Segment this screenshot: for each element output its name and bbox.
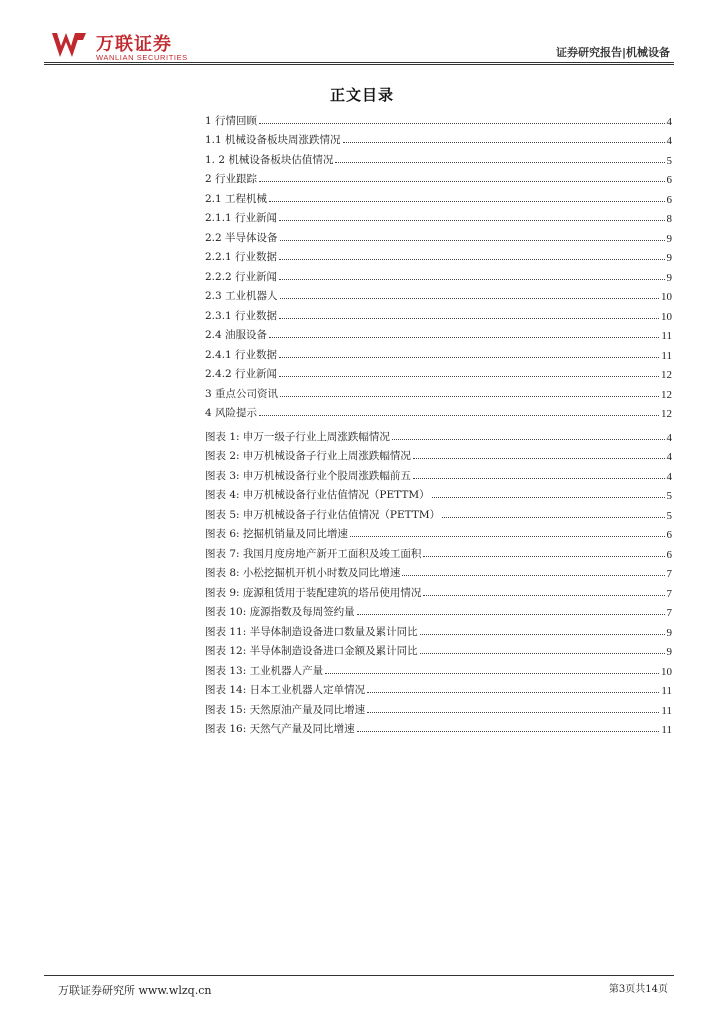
dot-leader bbox=[357, 614, 665, 615]
toc-entry-page: 6 bbox=[666, 174, 672, 186]
figure-entry-label: 图表 3: 申万机械设备行业个股周涨跌幅前五 bbox=[205, 469, 411, 482]
dot-leader bbox=[350, 536, 665, 537]
toc-entry[interactable] bbox=[205, 342, 672, 362]
wanlian-logo-icon bbox=[50, 30, 90, 60]
dot-leader bbox=[420, 634, 665, 635]
dot-leader bbox=[357, 731, 660, 732]
toc-entry-page: 9 bbox=[666, 232, 672, 245]
toc-entry[interactable] bbox=[205, 167, 672, 187]
figure-entry[interactable] bbox=[205, 639, 672, 659]
figure-entry-label: 图表 16: 天然气产量及同比增速 bbox=[205, 723, 355, 735]
dot-leader bbox=[325, 673, 659, 674]
dot-leader bbox=[279, 279, 664, 280]
figure-entry-label: 图表 12: 半导体制造设备进口金额及累计同比 bbox=[205, 645, 418, 657]
figure-entry-page: 10 bbox=[661, 665, 672, 678]
figure-entry-label: 图表 15: 天然原油产量及同比增速 bbox=[205, 703, 366, 716]
dot-leader bbox=[442, 517, 664, 518]
figure-entry[interactable] bbox=[205, 678, 672, 698]
toc-entry-page: 9 bbox=[666, 271, 672, 284]
toc-entry[interactable] bbox=[205, 401, 672, 421]
dot-leader bbox=[402, 575, 664, 576]
figure-entry-label: 图表 7: 我国月度房地产新开工面积及竣工面积 bbox=[205, 547, 422, 560]
figure-entry[interactable] bbox=[205, 658, 672, 678]
toc-entry[interactable] bbox=[205, 206, 672, 226]
figure-entry-label: 图表 11: 半导体制造设备进口数量及累计同比 bbox=[205, 625, 418, 638]
figure-entry-page: 9 bbox=[666, 626, 672, 639]
figure-entry-page: 11 bbox=[661, 685, 672, 697]
dot-leader bbox=[420, 653, 665, 654]
toc-entry-label: 2.4.2 行业新闻 bbox=[205, 368, 278, 380]
toc-entry-page: 8 bbox=[666, 213, 672, 225]
toc-list bbox=[205, 108, 672, 420]
page-title: 正文目录 bbox=[329, 86, 394, 104]
toc-entry-label: 2.2.1 行业数据 bbox=[205, 251, 278, 263]
footer-source: 万联证券研究所 www.wlzq.cn bbox=[58, 984, 212, 997]
figure-entry-label: 图表 6: 挖掘机销量及同比增速 bbox=[205, 528, 348, 540]
toc-entry[interactable] bbox=[205, 225, 672, 245]
figure-entry-label: 图表 14: 日本工业机器人定单情况 bbox=[205, 684, 366, 696]
dot-leader bbox=[335, 162, 664, 163]
toc-entry-label: 2.2 半导体设备 bbox=[205, 231, 278, 244]
figure-entry-page: 11 bbox=[661, 704, 672, 717]
figure-entry[interactable] bbox=[205, 463, 672, 483]
toc-entry-label: 1. 2 机械设备板块估值情况 bbox=[205, 153, 334, 166]
toc-entry-page: 11 bbox=[661, 330, 672, 342]
toc-entry-page: 4 bbox=[666, 135, 672, 147]
toc-entry-page: 11 bbox=[661, 349, 672, 362]
report-type: 证券研究报告|机械设备 bbox=[555, 46, 670, 59]
figure-entry-label: 图表 10: 庞源指数及每周签约量 bbox=[205, 606, 355, 618]
figure-entry-label: 图表 9: 庞源租赁用于装配建筑的塔吊使用情况 bbox=[205, 586, 422, 599]
figure-entry-page: 5 bbox=[666, 490, 672, 502]
toc-entry-label: 2.4 油服设备 bbox=[205, 329, 268, 341]
dot-leader bbox=[259, 415, 659, 416]
toc-entry-label: 4 风险提示 bbox=[205, 407, 258, 419]
dot-leader bbox=[432, 497, 665, 498]
figure-entry[interactable] bbox=[205, 541, 672, 561]
figure-entry-label: 图表 5: 申万机械设备子行业估值情况（PETTM） bbox=[205, 508, 441, 521]
toc-entry[interactable] bbox=[205, 323, 672, 343]
figure-entry-page: 6 bbox=[666, 529, 672, 541]
toc-entry[interactable] bbox=[205, 128, 672, 148]
toc-entry-label: 1.1 机械设备板块周涨跌情况 bbox=[205, 134, 341, 146]
toc-entry[interactable] bbox=[205, 303, 672, 323]
dot-leader bbox=[343, 142, 665, 143]
dot-leader bbox=[392, 439, 665, 440]
figure-entry-label: 图表 8: 小松挖掘机开机小时数及同比增速 bbox=[205, 567, 401, 579]
logo-text-cn: 万联证券 bbox=[96, 34, 172, 55]
dot-leader bbox=[269, 337, 659, 338]
dot-leader bbox=[279, 318, 659, 319]
toc-entry-label: 3 重点公司资讯 bbox=[205, 387, 279, 400]
toc-entry[interactable] bbox=[205, 108, 672, 128]
figure-entry-page: 7 bbox=[666, 587, 672, 600]
dot-leader bbox=[367, 692, 659, 693]
figure-entry[interactable] bbox=[205, 522, 672, 542]
footer-divider bbox=[44, 975, 674, 976]
toc-entry-page: 5 bbox=[666, 154, 672, 167]
dot-leader bbox=[423, 595, 664, 596]
toc-entry-label: 2.1.1 行业新闻 bbox=[205, 212, 278, 224]
dot-leader bbox=[279, 220, 664, 221]
figure-list bbox=[205, 424, 672, 736]
figure-entry[interactable] bbox=[205, 717, 672, 737]
logo-text-en: WANLIAN SECURITIES bbox=[96, 53, 188, 62]
toc-entry[interactable] bbox=[205, 264, 672, 284]
dot-leader bbox=[259, 181, 664, 182]
figure-entry-page: 7 bbox=[666, 568, 672, 580]
toc-entry[interactable] bbox=[205, 245, 672, 265]
figure-entry-label: 图表 2: 申万机械设备子行业上周涨跌幅情况 bbox=[205, 450, 411, 462]
toc-entry[interactable] bbox=[205, 147, 672, 167]
figure-entry-page: 9 bbox=[666, 646, 672, 658]
toc-entry-label: 2.4.1 行业数据 bbox=[205, 348, 278, 361]
dot-leader bbox=[259, 123, 664, 124]
header-divider bbox=[44, 62, 674, 63]
toc-entry-page: 12 bbox=[661, 388, 672, 401]
toc-entry[interactable] bbox=[205, 186, 672, 206]
toc-entry-page: 4 bbox=[666, 115, 672, 128]
figure-entry[interactable] bbox=[205, 424, 672, 444]
dot-leader bbox=[423, 556, 664, 557]
toc-entry-page: 12 bbox=[661, 369, 672, 381]
figure-entry-label: 图表 13: 工业机器人产量 bbox=[205, 664, 324, 677]
figure-entry[interactable] bbox=[205, 619, 672, 639]
figure-entry-page: 4 bbox=[666, 470, 672, 483]
figure-entry[interactable] bbox=[205, 697, 672, 717]
page-header bbox=[44, 26, 674, 64]
figure-entry[interactable] bbox=[205, 561, 672, 581]
figure-entry[interactable] bbox=[205, 580, 672, 600]
toc-entry[interactable] bbox=[205, 381, 672, 401]
toc-entry[interactable] bbox=[205, 362, 672, 382]
toc-entry-page: 10 bbox=[661, 310, 672, 323]
figure-entry-page: 5 bbox=[666, 509, 672, 522]
dot-leader bbox=[280, 240, 665, 241]
figure-entry[interactable] bbox=[205, 600, 672, 620]
toc-entry-label: 2 行业跟踪 bbox=[205, 173, 258, 185]
toc-entry-label: 2.1 工程机械 bbox=[205, 192, 268, 205]
toc-entry[interactable] bbox=[205, 284, 672, 304]
toc-entry-label: 2.3 工业机器人 bbox=[205, 290, 278, 302]
dot-leader bbox=[413, 478, 665, 479]
dot-leader bbox=[279, 259, 664, 260]
footer-page-number: 第3页共14页 bbox=[608, 984, 668, 995]
dot-leader bbox=[269, 201, 664, 202]
figure-entry-page: 4 bbox=[666, 451, 672, 463]
toc-entry-label: 2.3.1 行业数据 bbox=[205, 309, 278, 322]
header-divider-secondary bbox=[44, 64, 674, 65]
figure-entry[interactable] bbox=[205, 444, 672, 464]
toc-entry-label: 2.2.2 行业新闻 bbox=[205, 270, 278, 283]
figure-entry-label: 图表 1: 申万一级子行业上周涨跌幅情况 bbox=[205, 430, 390, 443]
dot-leader bbox=[279, 376, 659, 377]
toc-entry-label: 1 行情回顾 bbox=[205, 114, 258, 127]
dot-leader bbox=[280, 298, 659, 299]
dot-leader bbox=[413, 458, 665, 459]
figure-entry-page: 4 bbox=[666, 431, 672, 444]
figure-entry[interactable] bbox=[205, 502, 672, 522]
toc-entry-page: 6 bbox=[666, 193, 672, 206]
figure-entry-page: 7 bbox=[666, 607, 672, 619]
toc-entry-page: 12 bbox=[661, 408, 672, 420]
figure-entry-label: 图表 4: 申万机械设备行业估值情况（PETTM） bbox=[205, 489, 430, 501]
dot-leader bbox=[367, 712, 659, 713]
toc-entry-page: 9 bbox=[666, 252, 672, 264]
toc-entry-page: 10 bbox=[661, 291, 672, 303]
figure-entry-page: 11 bbox=[661, 724, 672, 736]
dot-leader bbox=[280, 396, 659, 397]
figure-entry[interactable] bbox=[205, 483, 672, 503]
figure-entry-page: 6 bbox=[666, 548, 672, 561]
dot-leader bbox=[279, 357, 659, 358]
